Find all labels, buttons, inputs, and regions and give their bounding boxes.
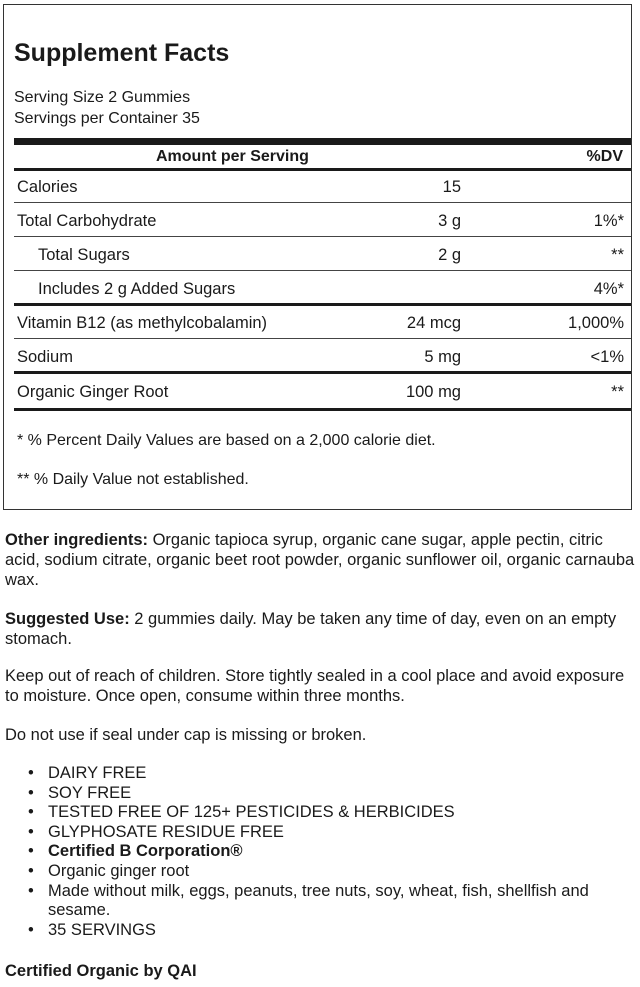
facts-title: Supplement Facts (14, 39, 230, 67)
facts-divider-thick (14, 138, 631, 145)
header-amount-per-serving: Amount per Serving (156, 148, 309, 165)
bullet-icon: • (28, 803, 34, 822)
nutrient-name: Vitamin B12 (as methylcobalamin) (17, 314, 268, 332)
other-ingredients-text: Organic tapioca syrup, organic cane sugar, apple pectin, citric acid, sodium citrate, organic beet root powder, organic sunflower oil, organic carnauba wax. (5, 531, 635, 589)
nutrient-name: Includes 2 g Added Sugars (38, 280, 236, 298)
other-ingredients-label: Other ingredients: (5, 531, 149, 549)
nutrient-name: Organic Ginger Root (17, 383, 169, 401)
bullet-icon: • (28, 920, 34, 939)
certified-organic: Certified Organic by QAI (5, 962, 197, 980)
list-item: • Made without milk, eggs, peanuts, tree nuts, soy, wheat, fish, shellfish and sesame. (28, 881, 589, 920)
nutrient-name: Sodium (17, 348, 73, 366)
nutrient-name: Calories (17, 178, 78, 196)
nutrient-amount: 15 (442, 178, 461, 196)
facts-row-vitamin-b12 (14, 305, 631, 339)
nutrient-amount: 3 g (438, 212, 461, 230)
facts-row-total-carbohydrate (14, 203, 631, 237)
bullet-icon: • (28, 822, 34, 841)
nutrient-amount: 100 mg (405, 383, 461, 401)
bullet-icon: • (28, 783, 34, 802)
list-item: • Certified B Corporation® (28, 842, 243, 861)
bullet-icon: • (28, 842, 34, 861)
nutrient-dv: ** (611, 383, 624, 401)
nutrient-name: Total Carbohydrate (17, 212, 157, 230)
facts-row-total-sugars (14, 237, 631, 271)
suggested-use-text: 2 gummies daily. May be taken any time of day, even on an empty stomach. (5, 610, 617, 648)
list-item: • Organic ginger root (28, 861, 190, 880)
nutrient-dv: 4%* (593, 280, 624, 298)
other-ingredients (5, 530, 635, 590)
storage-instructions: Keep out of reach of children. Store tightly sealed in a cool place and avoid exposure to moisture. Once open, consume within three months. (5, 667, 625, 705)
serving-size: Serving Size 2 Gummies (14, 89, 191, 106)
bullet-icon: • (28, 861, 34, 880)
facts-row-sodium (14, 339, 631, 373)
list-item: • GLYPHOSATE RESIDUE FREE (28, 822, 284, 841)
nutrient-dv: <1% (590, 348, 624, 366)
list-item: • DAIRY FREE (28, 764, 147, 782)
nutrient-dv: ** (611, 246, 624, 264)
footnote-daily-values: * % Percent Daily Values are based on a 2,000 calorie diet. (17, 432, 436, 449)
facts-row-calories (14, 169, 631, 203)
list-item: • 35 SERVINGS (28, 920, 156, 939)
facts-row-added-sugars (14, 271, 631, 305)
nutrient-amount: 24 mcg (406, 314, 461, 332)
nutrient-name: Total Sugars (38, 246, 130, 264)
nutrient-amount: 2 g (438, 246, 461, 264)
nutrient-amount: 5 mg (424, 348, 461, 366)
nutrient-dv: 1%* (593, 212, 624, 230)
bullet-icon: • (28, 881, 34, 900)
servings-per-container: Servings per Container 35 (14, 110, 200, 127)
nutrient-dv: 1,000% (568, 314, 624, 332)
feature-list (28, 764, 633, 940)
seal-warning: Do not use if seal under cap is missing or broken. (5, 726, 367, 744)
footnote-not-established: ** % Daily Value not established. (17, 471, 249, 488)
suggested-use-label: Suggested Use: (5, 610, 130, 628)
facts-row-ginger-root (14, 374, 631, 408)
suggested-use (5, 609, 635, 649)
header-dv: %DV (586, 148, 623, 165)
bullet-icon: • (28, 764, 34, 782)
section-divider (14, 408, 631, 411)
list-item: • SOY FREE (28, 783, 132, 802)
list-item: • TESTED FREE OF 125+ PESTICIDES & HERBICIDES (28, 803, 455, 822)
